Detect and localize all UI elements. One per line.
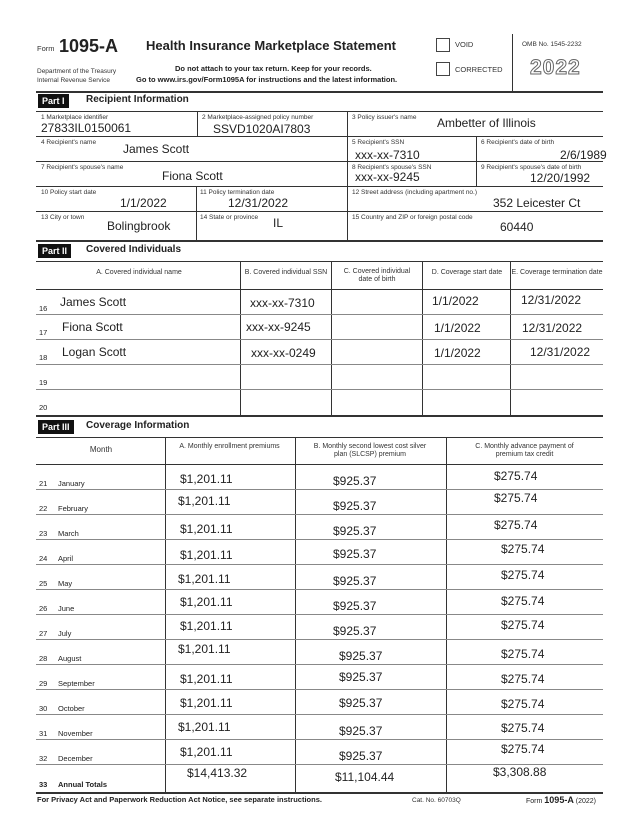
enrollment-premium: $1,201.11 — [178, 572, 231, 586]
covered-name: Fiona Scott — [62, 320, 123, 334]
slcsp-premium: $925.37 — [339, 749, 383, 763]
slcsp-premium: $925.37 — [333, 474, 377, 488]
line-number: 23 — [39, 529, 48, 538]
field-15-label: 15 Country and ZIP or foreign postal code — [352, 214, 473, 221]
city: Bolingbrook — [107, 219, 171, 233]
dept-line-2: Internal Revenue Service — [37, 77, 110, 84]
coverage-end: 12/31/2022 — [521, 293, 582, 307]
line-number: 31 — [39, 729, 48, 738]
month-label: May — [58, 579, 73, 588]
advance-ptc: $275.74 — [501, 742, 545, 756]
line-number: 19 — [39, 378, 48, 387]
form-number: 1095-A — [59, 36, 119, 56]
field-5-label: 5 Recipient's SSN — [352, 139, 405, 146]
part-1-label: Part I — [38, 94, 69, 108]
col-c-aptc-header — [446, 443, 603, 459]
coverage-start: 1/1/2022 — [432, 294, 479, 308]
advance-ptc: $275.74 — [501, 618, 545, 632]
covered-name: James Scott — [60, 295, 127, 309]
month-label: March — [58, 529, 79, 538]
month-label: June — [58, 604, 75, 613]
col-b-slcsp-header-line-1: B. Monthly second lowest cost silver — [313, 443, 427, 450]
slcsp-premium: $925.37 — [333, 599, 377, 613]
advance-ptc: $275.74 — [494, 491, 538, 505]
coverage-start: 1/1/2022 — [434, 346, 481, 360]
totals-label: Annual Totals — [58, 780, 108, 789]
footer-form-id — [526, 795, 596, 805]
advance-ptc: $275.74 — [494, 518, 538, 532]
marketplace-identifier: 27833IL0150061 — [41, 121, 132, 135]
form-title: Health Insurance Marketplace Statement — [146, 38, 396, 53]
part-3-title: Coverage Information — [86, 420, 190, 431]
slcsp-premium: $925.37 — [333, 547, 377, 561]
line-number: 21 — [39, 479, 48, 488]
corrected-label: CORRECTED — [455, 65, 503, 74]
policy-start-date: 1/1/2022 — [120, 196, 167, 210]
month-label: September — [58, 679, 95, 688]
line-number: 20 — [39, 403, 48, 412]
slcsp-premium: $925.37 — [333, 499, 377, 513]
field-7-label: 7 Recipient's spouse's name — [41, 164, 124, 171]
col-c-header-line-1: C. Covered individual — [343, 268, 411, 275]
month-label: November — [58, 729, 93, 738]
col-month-header: Month — [89, 445, 113, 454]
col-c-header — [332, 268, 422, 284]
spouse-ssn: xxx-xx-9245 — [355, 170, 420, 184]
instruction-line-1: Do not attach to your tax return. Keep for your records. — [175, 64, 372, 73]
form-prefix: Form — [37, 44, 55, 53]
month-label: December — [58, 754, 93, 763]
slcsp-premium: $925.37 — [333, 574, 377, 588]
advance-ptc: $275.74 — [501, 672, 545, 686]
col-b-slcsp-header — [295, 443, 445, 459]
slcsp-premium: $925.37 — [333, 524, 377, 538]
field-10-label: 10 Policy start date — [41, 189, 97, 196]
advance-ptc: $275.74 — [501, 542, 545, 556]
month-label: February — [58, 504, 89, 513]
field-8-label: 8 Recipient's spouse's SSN — [352, 164, 432, 171]
month-label: January — [58, 479, 85, 488]
col-c-aptc-header-line-1: C. Monthly advance payment of — [475, 443, 574, 450]
recipient-dob: 2/6/1989 — [560, 148, 607, 162]
enrollment-premium: $1,201.11 — [180, 472, 233, 486]
total-slcsp-premium: $11,104.44 — [335, 770, 395, 784]
field-1-label: 1 Marketplace identifier — [41, 114, 109, 121]
col-b-header: B. Covered individual SSN — [244, 269, 328, 276]
dept-line-1: Department of the Treasury — [37, 68, 117, 75]
enrollment-premium: $1,201.11 — [180, 619, 233, 633]
privacy-notice: For Privacy Act and Paperwork Reduction Act Notice, see separate instructions. — [37, 795, 322, 804]
covered-name: Logan Scott — [62, 345, 127, 359]
field-3-label: 3 Policy issuer's name — [352, 114, 417, 121]
field-2-label: 2 Marketplace-assigned policy number — [202, 114, 314, 121]
void-label: VOID — [455, 40, 474, 49]
advance-ptc: $275.74 — [501, 721, 545, 735]
line-number: 22 — [39, 504, 48, 513]
advance-ptc: $275.74 — [494, 469, 538, 483]
slcsp-premium: $925.37 — [339, 649, 383, 663]
policy-issuer-name: Ambetter of Illinois — [437, 116, 536, 130]
total-advance-ptc: $3,308.88 — [493, 765, 547, 779]
enrollment-premium: $1,201.11 — [178, 720, 231, 734]
covered-ssn: xxx-xx-7310 — [250, 296, 315, 310]
line-number: 30 — [39, 704, 48, 713]
line-number: 16 — [39, 304, 48, 313]
field-6-label: 6 Recipient's date of birth — [481, 139, 555, 146]
enrollment-premium: $1,201.11 — [180, 696, 233, 710]
field-9-label: 9 Recipient's spouse's date of birth — [481, 164, 582, 171]
enrollment-premium: $1,201.11 — [178, 494, 231, 508]
line-number: 24 — [39, 554, 48, 563]
field-13-label: 13 City or town — [41, 214, 85, 221]
footer-form-number: 1095-A — [544, 795, 574, 805]
omb-number: OMB No. 1545-2232 — [522, 41, 582, 48]
line-number: 28 — [39, 654, 48, 663]
col-c-header-line-2: date of birth — [358, 276, 396, 283]
enrollment-premium: $1,201.11 — [178, 642, 231, 656]
col-c-aptc-header-line-2: premium tax credit — [495, 451, 554, 458]
zip-code: 60440 — [500, 220, 534, 234]
footer-form-year: (2022) — [575, 798, 597, 805]
line-number: 32 — [39, 754, 48, 763]
slcsp-premium: $925.37 — [333, 624, 377, 638]
tax-year — [530, 56, 581, 80]
policy-number: SSVD1020AI7803 — [213, 122, 311, 136]
recipient-ssn: xxx-xx-7310 — [355, 148, 420, 162]
line-number: 26 — [39, 604, 48, 613]
enrollment-premium: $1,201.11 — [180, 595, 233, 609]
spouse-name: Fiona Scott — [162, 169, 223, 183]
month-label: October — [58, 704, 85, 713]
col-e-header: E. Coverage termination date — [511, 269, 603, 276]
col-b-slcsp-header-line-2: plan (SLCSP) premium — [334, 451, 406, 458]
slcsp-premium: $925.37 — [339, 670, 383, 684]
corrected-checkbox[interactable] — [436, 62, 450, 76]
part-2-title: Covered Individuals — [86, 244, 182, 255]
part-2-label: Part II — [38, 244, 71, 258]
catalog-number: Cat. No. 60703Q — [412, 797, 461, 804]
line-number: 25 — [39, 579, 48, 588]
advance-ptc: $275.74 — [501, 568, 545, 582]
coverage-end: 12/31/2022 — [530, 345, 591, 359]
coverage-start: 1/1/2022 — [434, 321, 481, 335]
advance-ptc: $275.74 — [501, 594, 545, 608]
advance-ptc: $275.74 — [501, 697, 545, 711]
total-enrollment-premium: $14,413.32 — [187, 766, 248, 780]
col-a-header: A. Covered individual name — [96, 269, 182, 276]
month-label: July — [58, 629, 72, 638]
field-4-label: 4 Recipient's name — [41, 139, 97, 146]
instruction-line-2: Go to www.irs.gov/Form1095A for instructions and the latest information. — [136, 75, 398, 84]
enrollment-premium: $1,201.11 — [180, 548, 233, 562]
enrollment-premium: $1,201.11 — [180, 745, 233, 759]
line-number: 18 — [39, 353, 48, 362]
month-label: August — [58, 654, 82, 663]
month-label: April — [58, 554, 74, 563]
advance-ptc: $275.74 — [501, 647, 545, 661]
field-14-label: 14 State or province — [200, 214, 259, 221]
recipient-name: James Scott — [123, 142, 190, 156]
covered-ssn: xxx-xx-9245 — [246, 320, 311, 334]
street-address: 352 Leicester Ct — [493, 196, 581, 210]
footer-form-prefix: Form — [526, 798, 543, 805]
enrollment-premium: $1,201.11 — [180, 522, 233, 536]
totals-line-number: 33 — [39, 780, 48, 789]
policy-termination-date: 12/31/2022 — [228, 196, 289, 210]
enrollment-premium: $1,201.11 — [180, 672, 233, 686]
col-d-header: D. Coverage start date — [431, 269, 503, 276]
coverage-end: 12/31/2022 — [522, 321, 583, 335]
field-12-label: 12 Street address (including apartment no.) — [352, 189, 478, 196]
covered-ssn: xxx-xx-0249 — [251, 346, 316, 360]
slcsp-premium: $925.37 — [339, 724, 383, 738]
line-number: 17 — [39, 328, 48, 337]
part-3-label: Part III — [38, 420, 74, 434]
spouse-dob: 12/20/1992 — [530, 171, 591, 185]
slcsp-premium: $925.37 — [339, 696, 383, 710]
line-number: 29 — [39, 679, 48, 688]
state: IL — [273, 216, 284, 230]
col-a-enrollment-header: A. Monthly enrollment premiums — [179, 443, 280, 450]
part-1-title: Recipient Information — [86, 94, 189, 105]
line-number: 27 — [39, 629, 48, 638]
field-11-label: 11 Policy termination date — [200, 189, 275, 196]
void-checkbox[interactable] — [436, 38, 450, 52]
tax-year-value: 2022 — [530, 56, 581, 79]
